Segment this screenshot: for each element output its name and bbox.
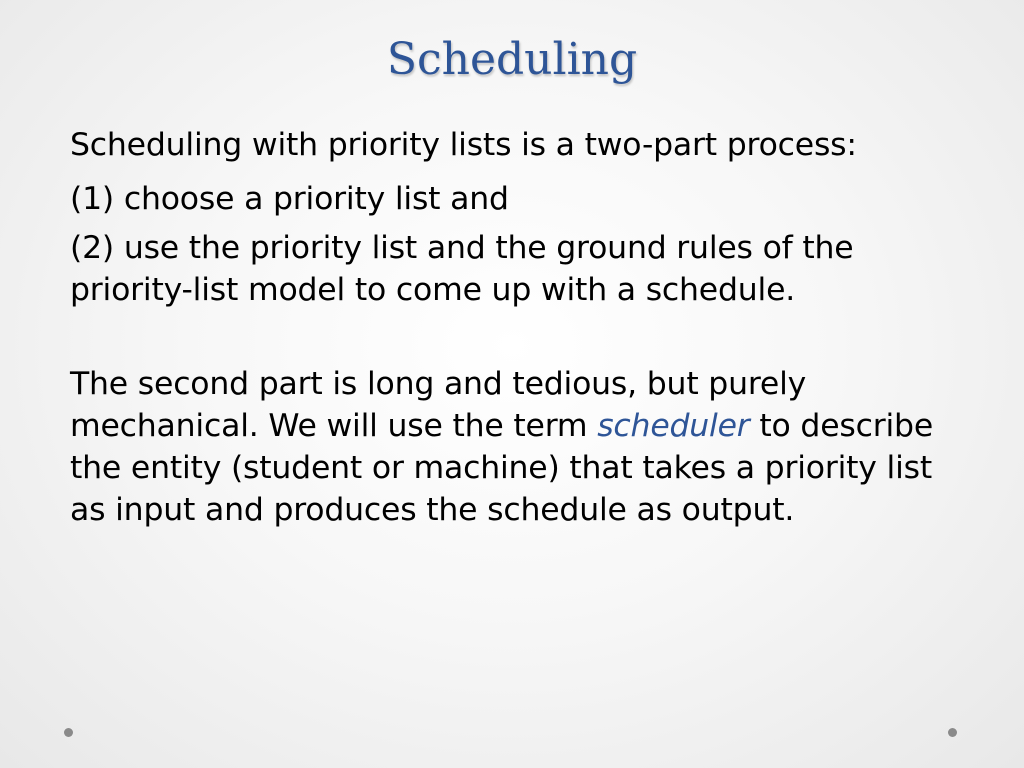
paragraph-step-2: (2) use the priority list and the ground rules of the priority-list model to come up with a schedule. — [70, 230, 854, 308]
slide-body — [70, 124, 950, 543]
paragraph-scheduler-text-after: to describe the entity (student or machine) that takes a priority list as input and produces the schedule as output. — [70, 408, 933, 528]
paragraph-scheduler-text-before: The second part is long and tedious, but purely mechanical. We will use the term — [70, 366, 807, 444]
scheduler-term: scheduler — [597, 408, 750, 444]
paragraph-step-1: (1) choose a priority list and — [70, 181, 509, 217]
decorative-dot-left — [64, 728, 73, 737]
decorative-dot-right — [948, 728, 957, 737]
slide-title: Scheduling — [386, 34, 638, 85]
paragraph-scheduler — [70, 363, 950, 531]
paragraph-intro: Scheduling with priority lists is a two-part process: — [70, 127, 857, 163]
